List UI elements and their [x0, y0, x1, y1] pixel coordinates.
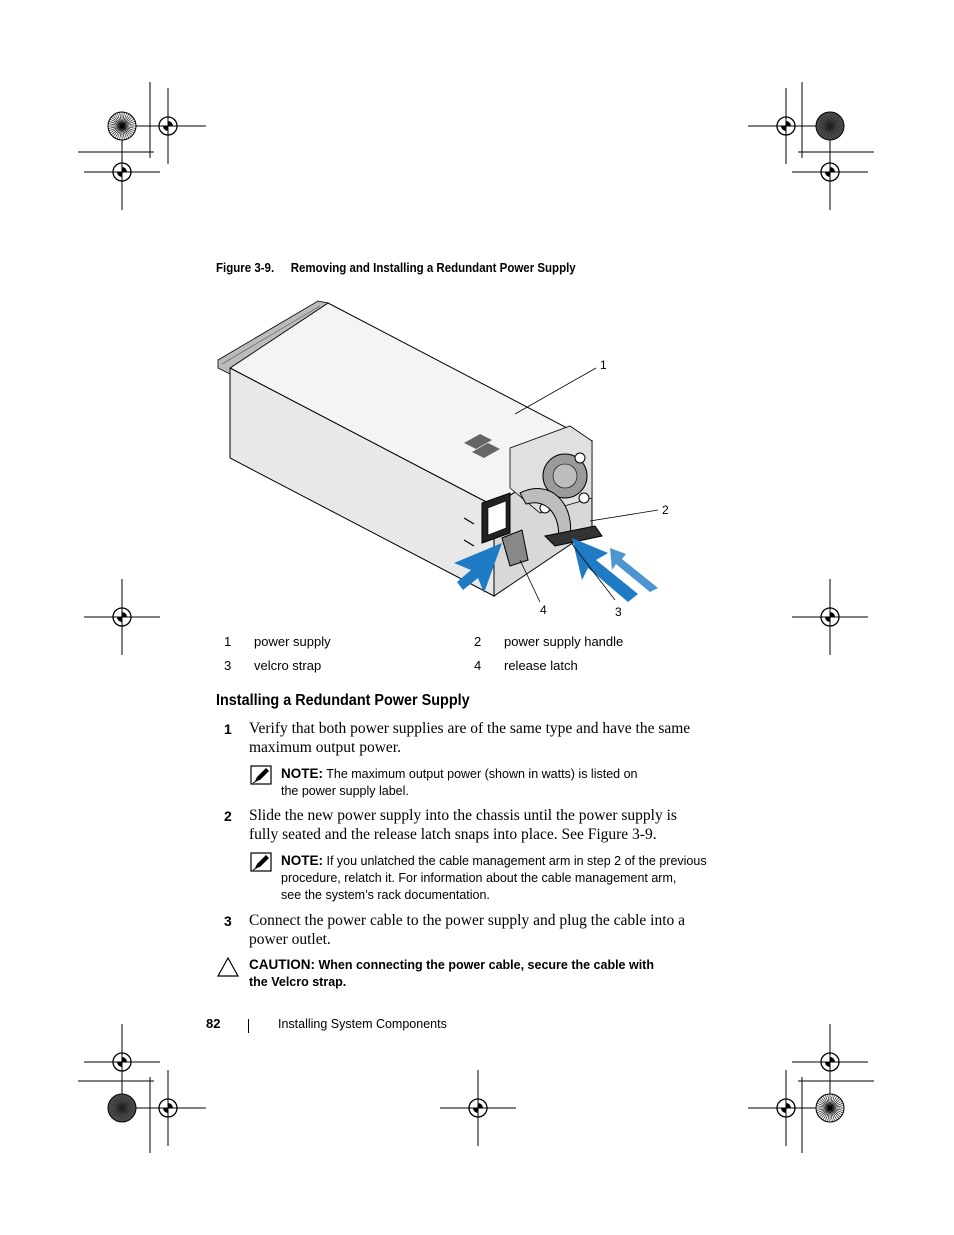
registration-target-icon	[130, 88, 206, 164]
legend-number: 1	[224, 633, 232, 649]
caution-line: the Velcro strap.	[249, 975, 347, 989]
registration-target-icon	[792, 1024, 868, 1100]
page-number: 82	[206, 1016, 221, 1031]
figure-caption-title: Removing and Installing a Redundant Power Supply	[290, 261, 576, 275]
figure-caption-label: Figure 3-9.	[216, 261, 275, 275]
legend-row	[224, 629, 724, 653]
callout-1: 1	[600, 358, 607, 372]
registration-target-icon	[748, 88, 824, 164]
note-pencil-icon	[250, 852, 272, 874]
crop-mark-icon	[108, 112, 136, 140]
note-label: NOTE:	[281, 853, 323, 868]
crop-mark-icon	[816, 112, 844, 140]
crop-mark-icon	[108, 1094, 136, 1122]
legend-label: release latch	[504, 657, 578, 673]
note-label: NOTE:	[281, 766, 323, 781]
caution-label: CAUTION:	[249, 957, 315, 972]
note-line: The maximum output power (shown in watts) is listed on	[326, 767, 638, 781]
note-pencil-icon	[250, 765, 272, 787]
registration-target-icon	[792, 579, 868, 655]
step-text: Connect the power cable to the power supply and plug the cable into a power outlet.	[249, 912, 686, 948]
step-number: 3	[224, 913, 232, 929]
figure-caption	[216, 261, 576, 275]
registration-target-icon	[792, 134, 868, 210]
legend-number: 4	[474, 657, 482, 673]
section-title: Installing a Redundant Power Supply	[216, 692, 470, 709]
registration-target-icon	[84, 579, 160, 655]
step-text: Verify that both power supplies are of the same type and have the same maximum output power.	[249, 720, 691, 756]
callout-2: 2	[662, 503, 669, 517]
step-text: Slide the new power supply into the chassis until the power supply is fully seated and the release latch snaps into place. See Figure 3-9.	[249, 807, 677, 843]
note-line: If you unlatched the cable management arm in step 2 of the previous	[326, 854, 707, 868]
footer-chapter-title: Installing System Components	[278, 1017, 447, 1031]
registration-target-icon	[84, 134, 160, 210]
registration-target-icon	[440, 1070, 516, 1146]
note-line: the power supply label.	[281, 784, 409, 798]
legend-number: 3	[224, 657, 232, 673]
legend-label: velcro strap	[254, 657, 322, 673]
figure-legend	[224, 629, 724, 677]
step-number: 1	[224, 721, 232, 737]
callout-4: 4	[540, 603, 547, 617]
note-text	[281, 852, 721, 904]
note-text	[281, 765, 721, 800]
legend-label: power supply	[254, 633, 331, 649]
caution-line: When connecting the power cable, secure the cable with	[318, 958, 654, 972]
note-line: procedure, relatch it. For information about the cable management arm,	[281, 871, 677, 885]
footer-divider	[248, 1019, 249, 1033]
registration-target-icon	[84, 1024, 160, 1100]
crop-mark-icon	[816, 1094, 844, 1122]
note-line: see the system’s rack documentation.	[281, 888, 490, 902]
legend-label: power supply handle	[504, 633, 624, 649]
legend-number: 2	[474, 633, 482, 649]
caution-text	[249, 956, 709, 991]
step-number: 2	[224, 808, 232, 824]
caution-triangle-icon	[216, 956, 240, 978]
power-supply-illustration	[210, 298, 680, 624]
callout-3: 3	[615, 605, 622, 619]
legend-row	[224, 653, 724, 677]
